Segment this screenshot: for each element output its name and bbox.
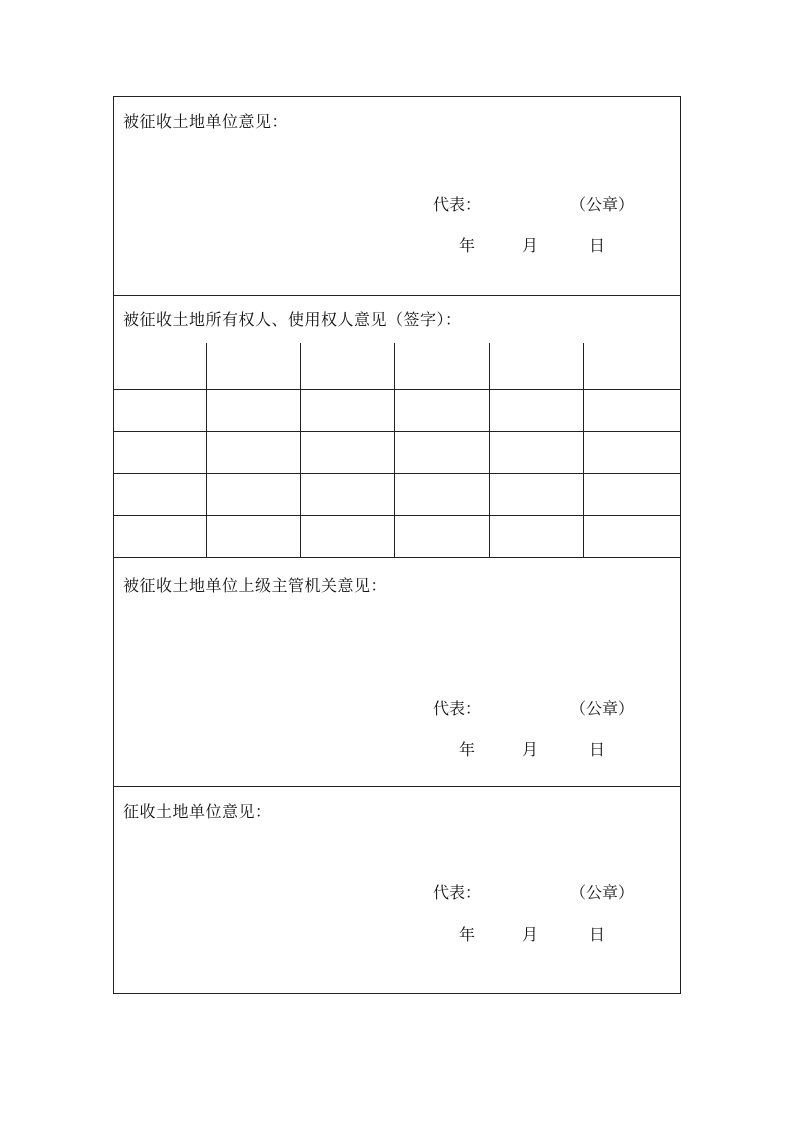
unit-opinion-label: 被征收土地单位意见：: [123, 112, 289, 131]
signature-cell[interactable]: [583, 474, 680, 516]
signature-cell[interactable]: [300, 343, 394, 390]
signature-cell[interactable]: [114, 343, 206, 390]
signature-cell[interactable]: [300, 432, 394, 474]
signature-cell[interactable]: [114, 390, 206, 432]
table-row: [114, 474, 680, 516]
superior-opinion-day: 日: [589, 740, 606, 759]
unit-opinion-month: 月: [522, 236, 539, 255]
signature-cell[interactable]: [489, 343, 583, 390]
unit-opinion-year: 年: [459, 236, 476, 255]
acquirer-opinion-seal: （公章）: [570, 883, 635, 902]
superior-opinion-representative: 代表：: [433, 699, 482, 718]
signature-cell[interactable]: [206, 343, 300, 390]
signature-cell[interactable]: [489, 474, 583, 516]
unit-opinion-seal: （公章）: [570, 195, 635, 214]
signature-cell[interactable]: [489, 432, 583, 474]
signature-cell[interactable]: [489, 390, 583, 432]
unit-opinion-day: 日: [589, 236, 606, 255]
unit-opinion-representative: 代表：: [433, 195, 482, 214]
signature-cell[interactable]: [114, 516, 206, 558]
signature-cell[interactable]: [583, 432, 680, 474]
signature-cell[interactable]: [394, 343, 489, 390]
acquirer-opinion-section: [114, 787, 680, 993]
signature-cell[interactable]: [394, 474, 489, 516]
acquirer-opinion-day: 日: [589, 925, 606, 944]
table-row: [114, 390, 680, 432]
signature-cell[interactable]: [206, 390, 300, 432]
signature-cell[interactable]: [394, 390, 489, 432]
signature-cell[interactable]: [114, 432, 206, 474]
table-row: [114, 432, 680, 474]
signature-cell[interactable]: [206, 516, 300, 558]
superior-opinion-seal: （公章）: [570, 699, 635, 718]
owner-opinion-label: 被征收土地所有权人、使用权人意见（签字）：: [123, 310, 462, 329]
superior-opinion-month: 月: [522, 740, 539, 759]
owner-opinion-section: [114, 296, 680, 343]
superior-opinion-section: [114, 561, 680, 787]
table-row: [114, 343, 680, 390]
superior-opinion-label: 被征收土地单位上级主管机关意见：: [123, 576, 388, 595]
acquirer-opinion-label: 征收土地单位意见：: [123, 802, 272, 821]
signature-grid: [114, 343, 680, 558]
acquirer-opinion-representative: 代表：: [433, 883, 482, 902]
signature-cell[interactable]: [300, 516, 394, 558]
unit-opinion-section: [114, 97, 680, 296]
signature-cell[interactable]: [583, 516, 680, 558]
signature-cell[interactable]: [300, 390, 394, 432]
acquirer-opinion-month: 月: [522, 925, 539, 944]
acquirer-opinion-year: 年: [459, 925, 476, 944]
superior-opinion-year: 年: [459, 740, 476, 759]
signature-cell[interactable]: [206, 474, 300, 516]
table-row: [114, 516, 680, 558]
signature-cell[interactable]: [583, 343, 680, 390]
signature-cell[interactable]: [489, 516, 583, 558]
signature-cell[interactable]: [394, 432, 489, 474]
signature-cell[interactable]: [114, 474, 206, 516]
signature-cell[interactable]: [300, 474, 394, 516]
signature-cell[interactable]: [394, 516, 489, 558]
opinion-form: [113, 96, 681, 994]
signature-cell[interactable]: [583, 390, 680, 432]
signature-cell[interactable]: [206, 432, 300, 474]
